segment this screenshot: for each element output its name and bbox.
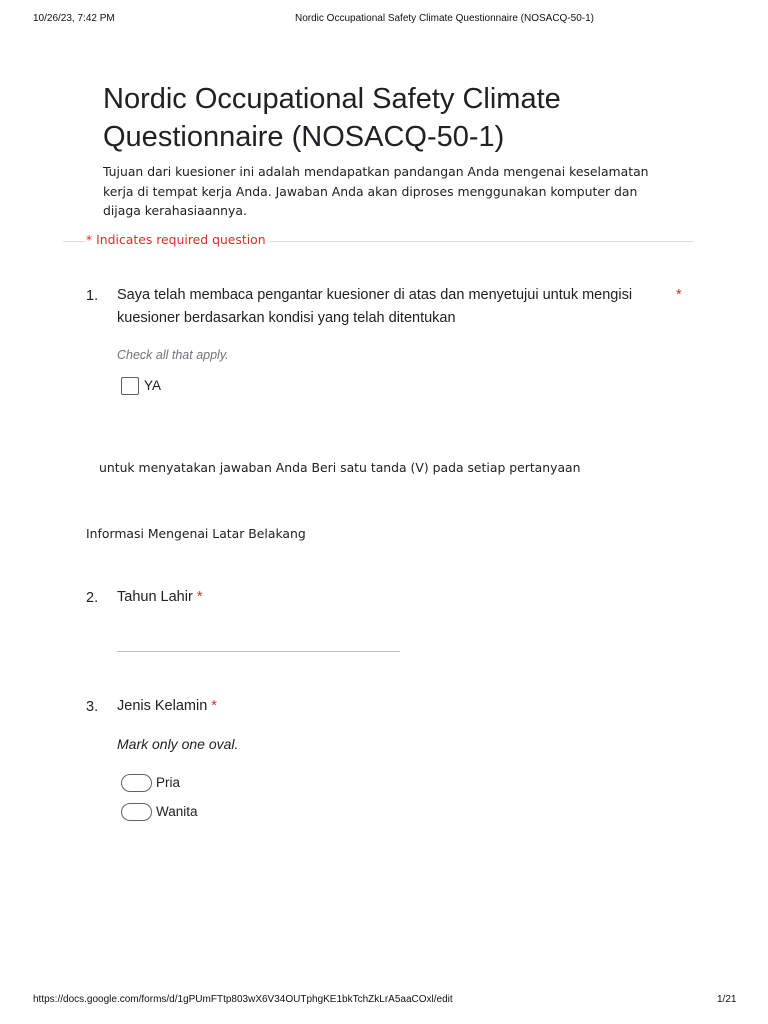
form-title-line-1: Nordic Occupational Safety Climate [103,83,561,115]
instruction-text: untuk menyatakan jawaban Anda Beri satu tanda (V) pada setiap pertanyaan [99,460,581,475]
question-2-label [117,586,202,609]
footer-url: https://docs.google.com/forms/d/1gPUmFTtp803wX6V34OUTphgKE1bkTchZkLrA5aaCOxl/edit [33,994,453,1005]
question-2-number: 2. [86,590,99,606]
question-3-number: 3. [86,699,99,715]
question-2-text: Tahun Lahir [117,589,193,605]
radio-oval-pria[interactable] [121,774,152,792]
question-1-text-line-1: Saya telah membaca pengantar kuesioner di atas dan menyetujui untuk mengisi [117,287,633,303]
print-header-title: Nordic Occupational Safety Climate Questionnaire (NOSACQ-50-1) [295,13,595,24]
form-title-line-2: Questionnaire (NOSACQ-50-1) [103,121,505,153]
question-2-required-mark: * [196,589,203,605]
form-title [103,80,683,156]
form-description-line-3: dijaga kerahasiaannya. [103,203,247,218]
section-heading-background: Informasi Mengenai Latar Belakang [86,526,306,541]
question-1-required-mark: * [676,287,682,303]
required-note: * Indicates required question [86,232,270,247]
print-header-datetime: 10/26/23, 7:42 PM [33,13,115,24]
form-description-line-1: Tujuan dari kuesioner ini adalah mendapatkan pandangan Anda mengenai keselamatan [103,164,649,179]
option-label-wanita[interactable]: Wanita [156,804,198,819]
question-1-helper: Check all that apply. [117,348,229,362]
option-label-ya[interactable]: YA [144,378,162,393]
question-1-text [117,284,662,330]
question-3-text: Jenis Kelamin [117,698,208,714]
question-3-helper: Mark only one oval. [117,736,239,752]
question-1-text-line-2: kuesioner berdasarkan kondisi yang telah ditentukan [117,310,456,326]
question-3-label [117,695,217,718]
option-label-pria[interactable]: Pria [156,775,181,790]
tahun-lahir-input[interactable] [117,651,400,652]
form-description-line-2: kerja di tempat kerja Anda. Jawaban Anda akan diproses menggunakan komputer dan [103,183,638,199]
footer-page-number: 1/21 [717,994,737,1005]
question-1-number: 1. [86,288,99,304]
form-description [103,162,663,221]
radio-oval-wanita[interactable] [121,803,152,821]
checkbox-ya[interactable] [121,377,139,395]
question-3-required-mark: * [211,698,217,714]
